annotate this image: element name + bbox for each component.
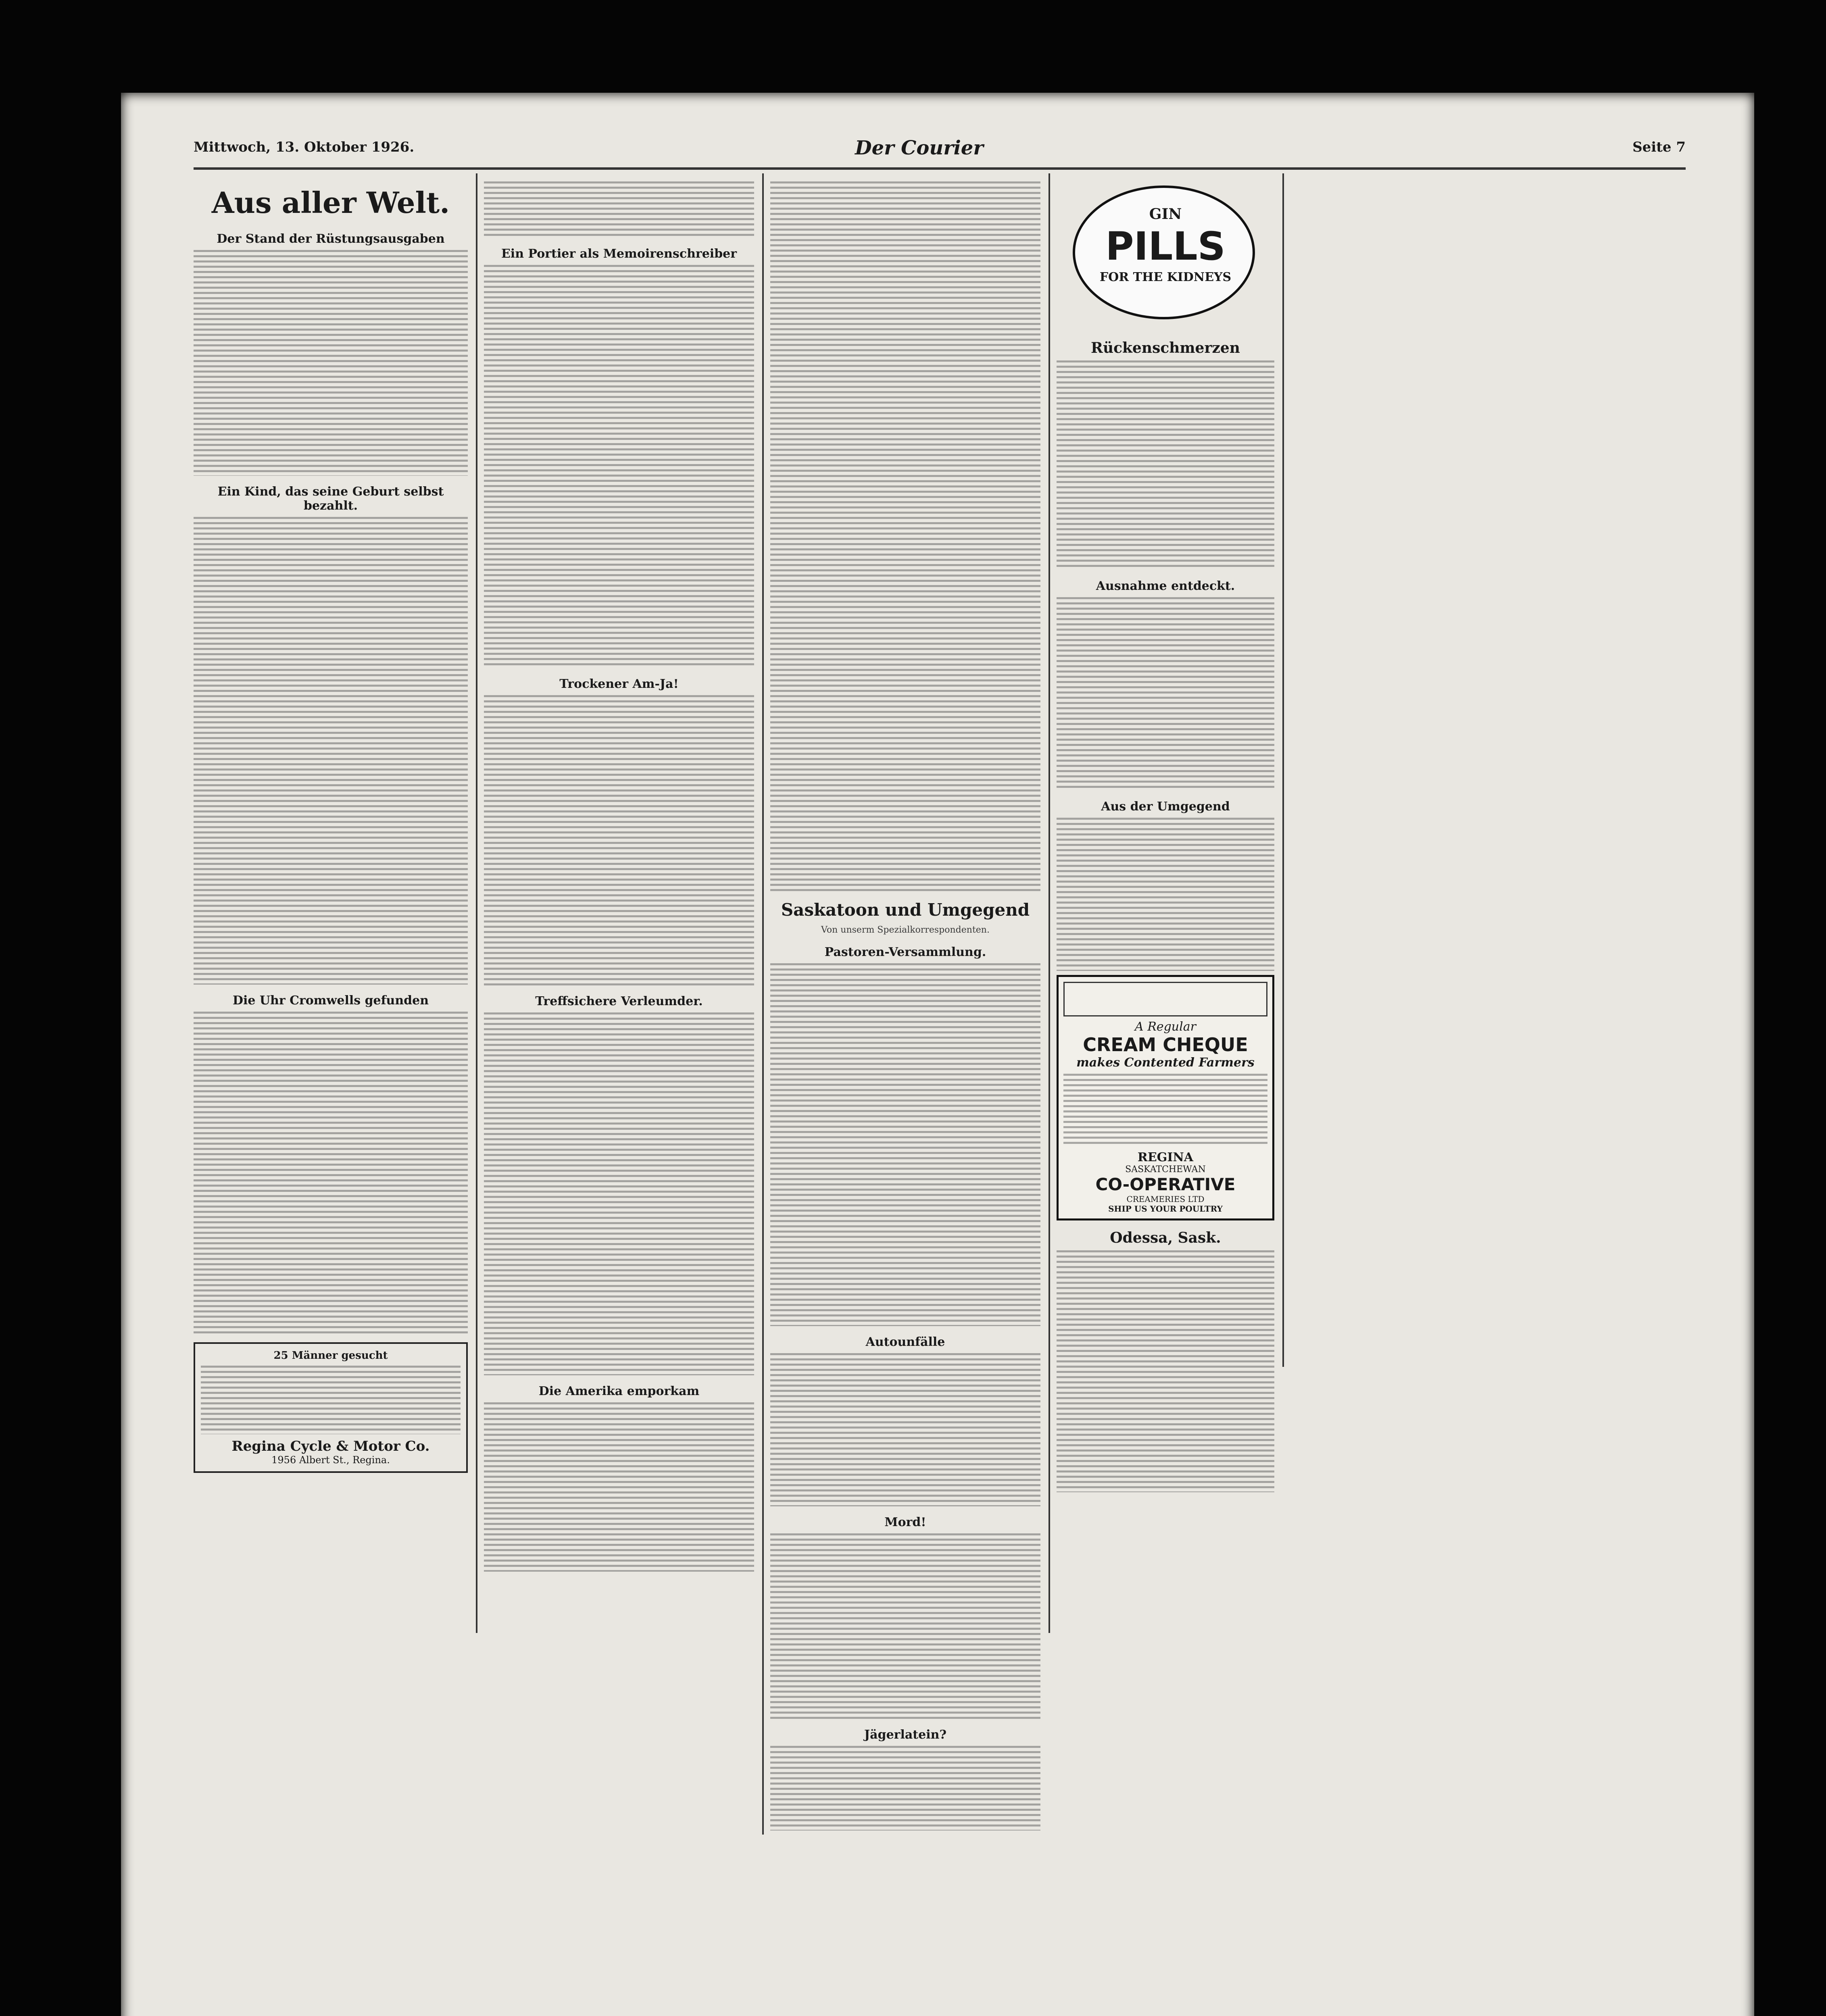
page-number: Seite 7 bbox=[1632, 139, 1686, 155]
pill-sub: FOR THE KIDNEYS bbox=[1099, 270, 1232, 284]
column-divider bbox=[476, 173, 477, 1633]
ad-line: REGINA bbox=[1137, 1150, 1194, 1164]
article-heading: Saskatoon und Umgegend bbox=[781, 900, 1030, 920]
masthead: Der Courier bbox=[855, 137, 984, 159]
cheque-graphic bbox=[1063, 982, 1267, 1016]
newspaper-page bbox=[121, 93, 1754, 2016]
article-heading: Der Stand der Rüstungsausgaben bbox=[217, 232, 445, 246]
article-heading: Autounfälle bbox=[865, 1335, 945, 1349]
article-body bbox=[484, 1012, 754, 1375]
column-divider bbox=[1048, 173, 1050, 1633]
pill-caption: Rückenschmerzen bbox=[1091, 339, 1240, 356]
article-body bbox=[194, 250, 468, 476]
article-body bbox=[484, 695, 754, 985]
article-heading: Pastoren-Versammlung. bbox=[824, 945, 986, 959]
article-body bbox=[484, 265, 754, 668]
article-heading: Mord! bbox=[884, 1515, 926, 1529]
article-heading: Treffsichere Verleumder. bbox=[535, 994, 703, 1008]
article-heading: Trockener Am-Ja! bbox=[559, 677, 679, 691]
article-body bbox=[194, 1012, 468, 1334]
article-body bbox=[1057, 360, 1274, 570]
article-body bbox=[770, 1353, 1040, 1506]
article-heading: Ein Kind, das seine Geburt selbst bezahlt. bbox=[217, 485, 444, 513]
ad-line: SHIP US YOUR POULTRY bbox=[1108, 1204, 1223, 1214]
ad-body bbox=[201, 1366, 461, 1434]
article-heading: Die Uhr Cromwells gefunden bbox=[232, 993, 429, 1008]
ad-line: A Regular bbox=[1135, 1020, 1196, 1034]
article-body bbox=[1057, 1250, 1274, 1492]
cream-cheque-ad bbox=[1057, 975, 1274, 1220]
gin-pills-ad bbox=[1057, 177, 1274, 331]
column-divider bbox=[1282, 173, 1284, 1367]
ad-line: CREAMERIES LTD bbox=[1126, 1194, 1205, 1204]
column-4 bbox=[1057, 177, 1274, 1629]
article-body bbox=[1057, 818, 1274, 971]
ad-line: makes Contented Farmers bbox=[1076, 1056, 1255, 1070]
column-2 bbox=[484, 177, 754, 1629]
ad-body bbox=[1063, 1074, 1267, 1146]
page-header bbox=[194, 139, 1686, 163]
article-heading: Odessa, Sask. bbox=[1110, 1229, 1221, 1246]
header-rule bbox=[194, 167, 1686, 170]
ad-motor-co bbox=[194, 1342, 468, 1473]
article-body bbox=[484, 1402, 754, 1572]
article-heading: Die Amerika emporkam bbox=[538, 1384, 700, 1398]
ad-company: Regina Cycle & Motor Co. bbox=[231, 1438, 430, 1454]
article-heading: Ausnahme entdeckt. bbox=[1096, 579, 1235, 593]
ad-line: CO-OPERATIVE bbox=[1095, 1175, 1236, 1194]
article-body bbox=[770, 963, 1040, 1326]
ad-line: CREAM CHEQUE bbox=[1083, 1034, 1248, 1056]
ad-line: SASKATCHEWAN bbox=[1125, 1164, 1206, 1175]
section-title: Aus aller Welt. bbox=[211, 185, 450, 220]
issue-date: Mittwoch, 13. Oktober 1926. bbox=[194, 139, 415, 155]
column-divider bbox=[762, 173, 764, 1835]
ad-address: 1956 Albert St., Regina. bbox=[271, 1454, 390, 1466]
article-body bbox=[770, 1746, 1040, 1831]
article-heading: Aus der Umgegend bbox=[1101, 800, 1230, 814]
article-body bbox=[194, 517, 468, 985]
pill-name: PILLS bbox=[1105, 224, 1226, 269]
ad-title: 25 Männer gesucht bbox=[273, 1350, 388, 1362]
article-body bbox=[1057, 597, 1274, 791]
column-3 bbox=[770, 177, 1040, 1831]
article-body bbox=[484, 181, 754, 238]
column-1 bbox=[194, 177, 468, 1629]
article-heading: Ein Portier als Memoirenschreiber bbox=[501, 247, 737, 261]
pill-brand: GIN bbox=[1149, 206, 1182, 223]
byline: Von unserm Spezialkorrespondenten. bbox=[821, 925, 990, 935]
article-body bbox=[770, 1533, 1040, 1719]
article-heading: Jägerlatein? bbox=[864, 1728, 947, 1742]
article-body bbox=[770, 181, 1040, 891]
